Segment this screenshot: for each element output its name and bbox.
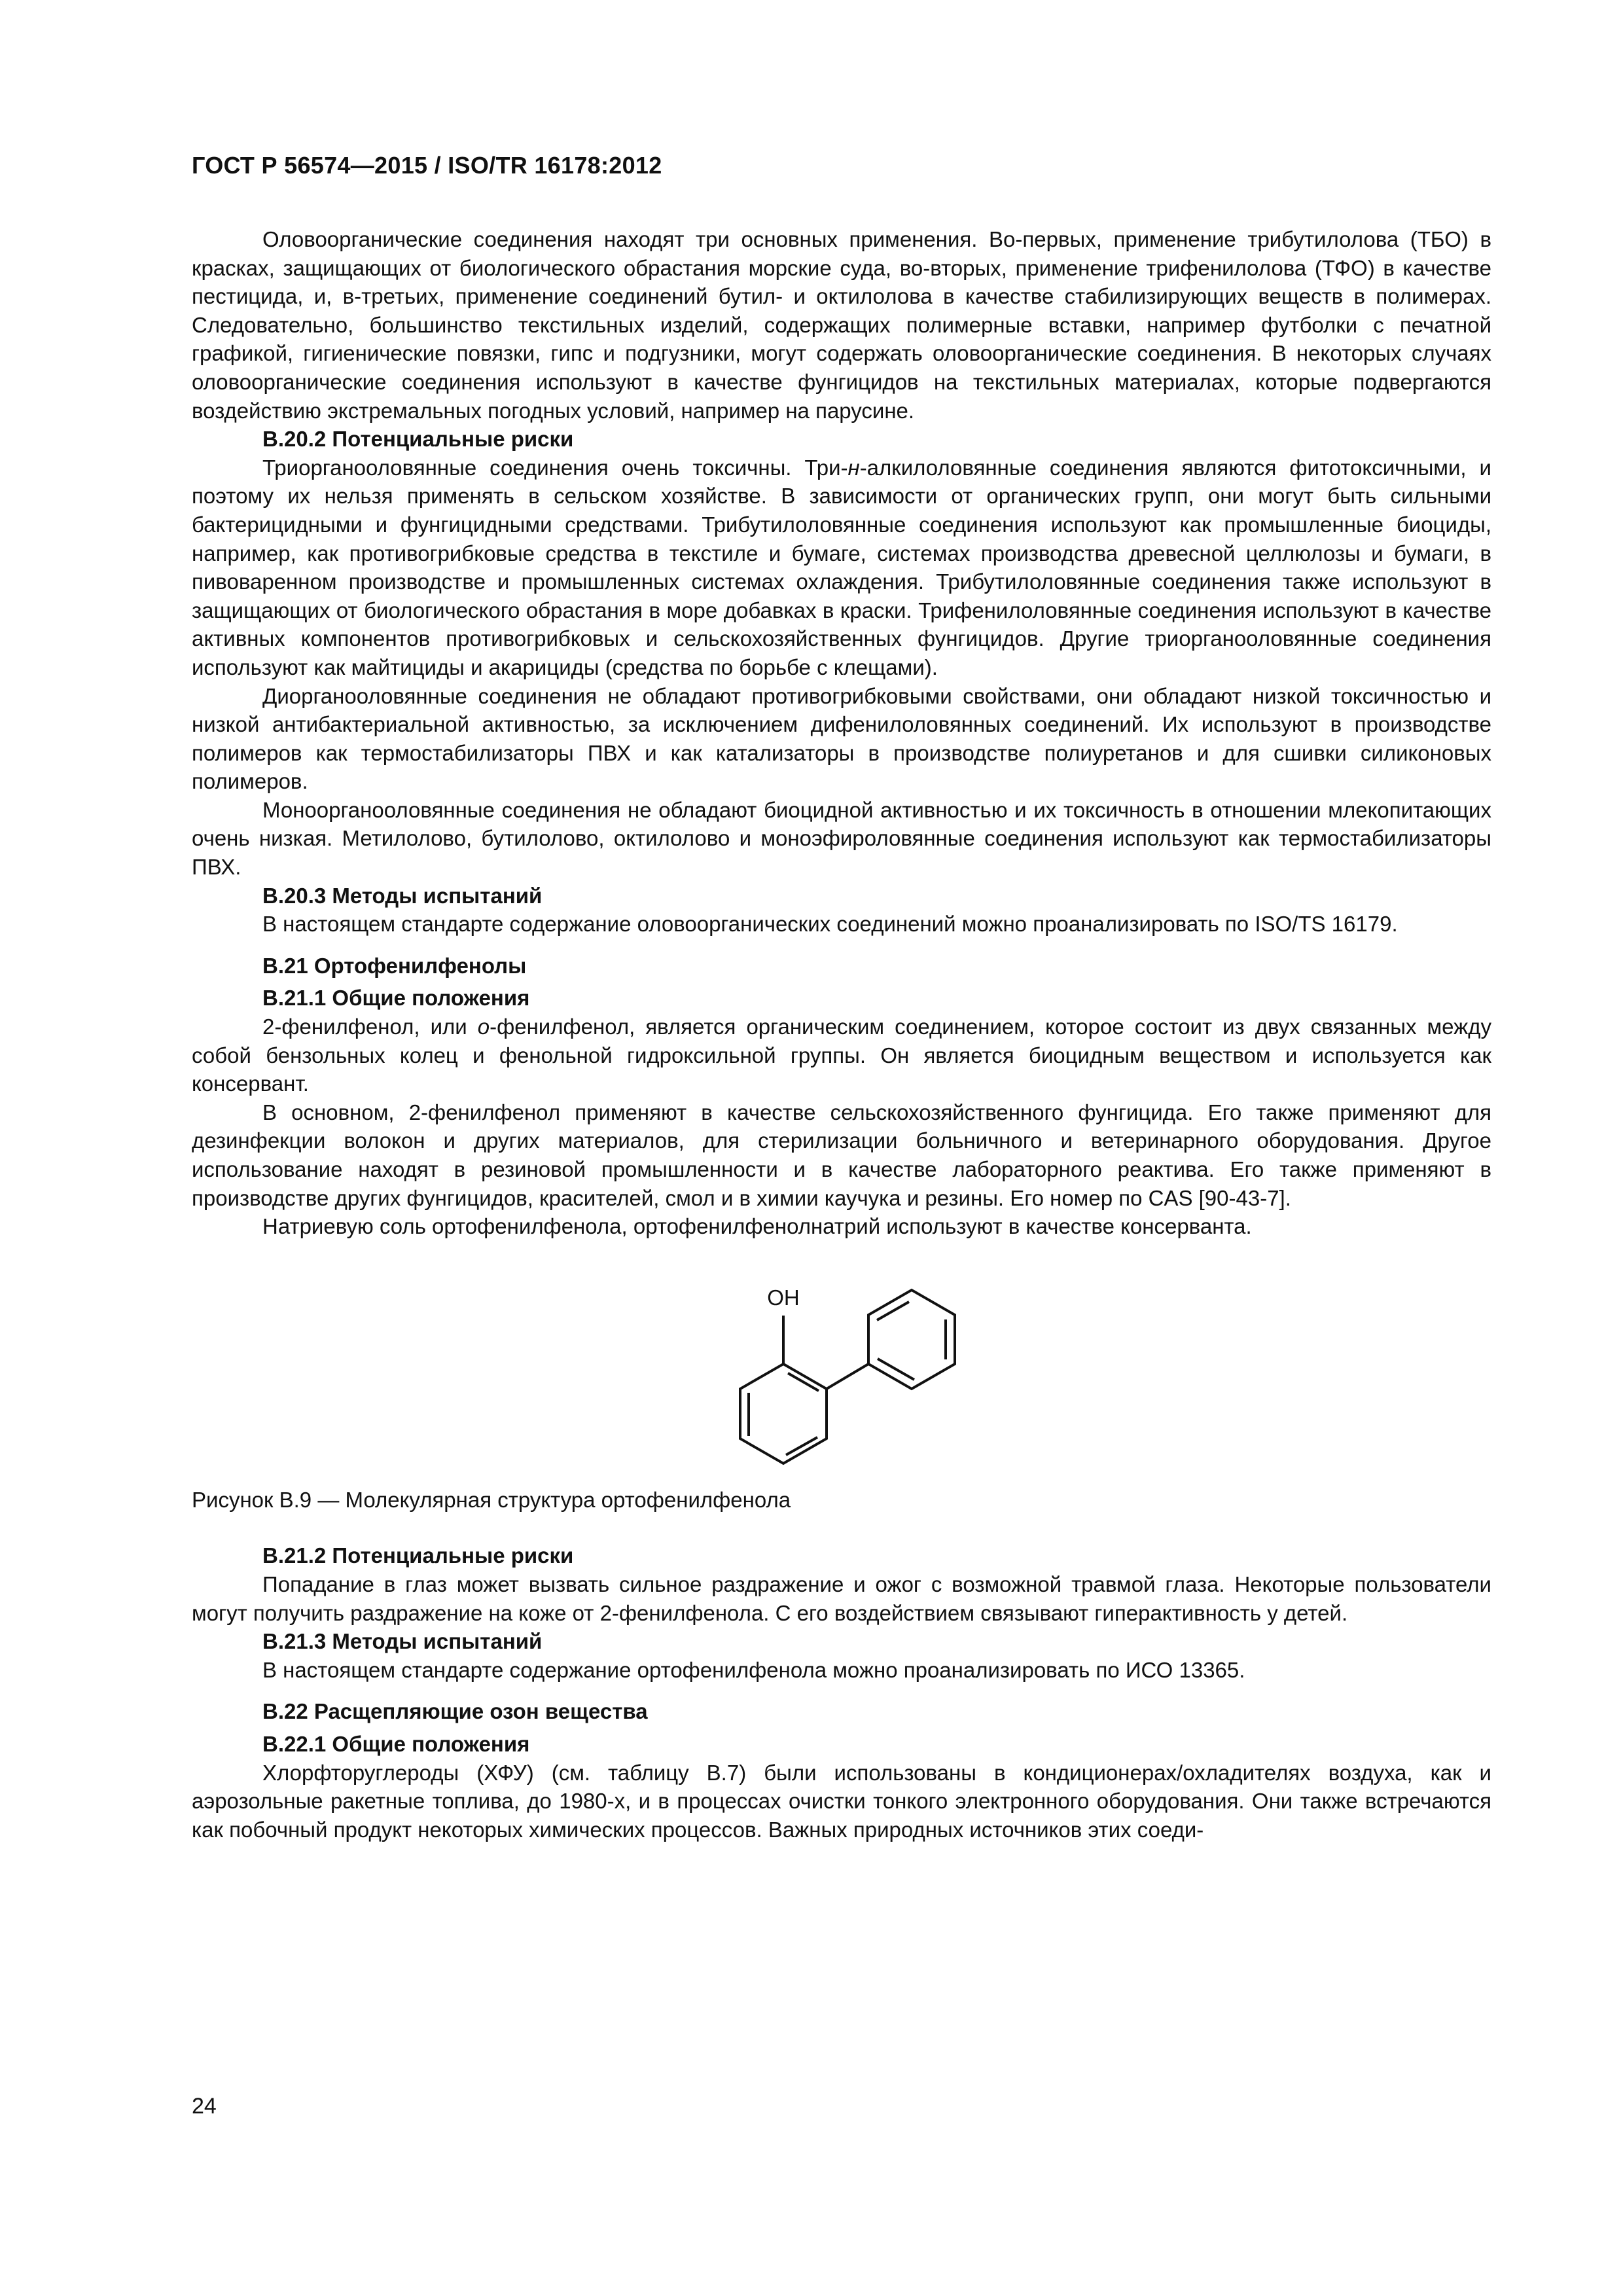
figure-caption: Рисунок В.9 — Молекулярная структура ортофенилфенола (192, 1487, 791, 1512)
page-number: 24 (192, 2094, 217, 2119)
heading-b21-3: В.21.3 Методы испытаний (262, 1629, 543, 1654)
ring-b-double-bond (878, 1359, 914, 1380)
ring-b-double-bond (877, 1302, 909, 1320)
italic-text: н (847, 455, 860, 480)
paragraph-b20-2c: Моноорганооловянные соединения не обладают биоцидной активностью и их токсичность в отношении млекопитающих очень низкая. Метилолово, бутилолово, октилолово и моноэфироловянные соединения используют как термостабилизаторы ПВХ. (192, 797, 1491, 880)
biphenyl-bond (827, 1364, 868, 1389)
document-header: ГОСТ Р 56574—2015 / ISO/TR 16178:2012 (192, 152, 662, 179)
heading-b20-2: В.20.2 Потенциальные риски (262, 427, 574, 452)
paragraph-b22-1: Хлорфторуглероды (ХФУ) (см. таблицу В.7) были использованы в кондиционерах/охладителях воздуха, как и аэрозольные ракетные топлива, до 1980-х, и в процессах очистки тонкого электронного оборудования. Они также встречаются как побочный продукт некоторых химических процессов. Важных природных источников этих соеди- (192, 1760, 1491, 1842)
paragraph-b21-1c: Натриевую соль ортофенилфенола, ортофенилфенолнатрий используют в качестве консерванта. (262, 1214, 1252, 1239)
italic-text: о (477, 1014, 490, 1039)
document-body (192, 225, 1491, 1844)
paragraph-b21-1b: В основном, 2-фенилфенол применяют в качестве сельскохозяйственного фунгицида. Его также применяют для дезинфекции волокон и других материалов, для стерилизации больничного и ветеринарного оборудования. Другое использование находят в резиновой промышленности и в качестве лабораторного реактива. Его также применяют в производстве других фунгицидов, красителей, смол и в химии каучука и резины. Его номер по CAS [90-43-7]. (192, 1100, 1491, 1210)
paragraph-b20-2b: Диорганооловянные соединения не обладают противогрибковыми свойствами, они обладают низкой токсичностью и низкой антибактериальной активностью, за исключением дифенилоловянных соединений. Их используют в производстве полимеров как термостабилизаторы ПВХ и как катализаторы в производстве полиуретанов и для сшивки силиконовых полимеров. (192, 683, 1491, 794)
benzene-ring-b (868, 1290, 955, 1389)
paragraph-b21-1a (192, 1013, 1491, 1098)
heading-b21-1: В.21.1 Общие положения (262, 986, 530, 1011)
paragraph-b21-2: Попадание в глаз может вызвать сильное раздражение и ожог с возможной травмой глаза. Некоторые пользователи могут получить раздражение на коже от 2-фенилфенола. С его воздействием связывают гиперактивность у детей. (192, 1571, 1491, 1625)
heading-b22-1: В.22.1 Общие положения (262, 1731, 530, 1756)
paragraph-b20-1: Оловоорганические соединения находят три основных применения. Во-первых, применение трибутилолова (ТБО) в красках, защищающих от биологического обрастания морские суда, во-вторых, применение трифенилолова (ТФО) в качестве пестицида, и, в-третьих, применение соединений бутил- и октилолова в качестве стабилизирующих веществ в полимерах. Следовательно, большинство текстильных изделий, содержащих полимерные вставки, например футболки с печатной графикой, гигиенические повязки, гипс и подгузники, могут содержать оловоорганические соединения. В некоторых случаях оловоорганические соединения используют в качестве фунгицидов на текстильных материалах, которые подвергаются воздействию экстремальных погодных условий, например на парусине. (192, 227, 1491, 423)
figure-orthophenylphenol (192, 1246, 1491, 1482)
paragraph-text: 2-фенилфенол, или (262, 1014, 478, 1039)
heading-b20-3: В.20.3 Методы испытаний (262, 883, 543, 908)
paragraph-b21-3: В настоящем стандарте содержание ортофенилфенола можно проанализировать по ИСО 13365. (262, 1657, 1245, 1682)
hydroxyl-label: OH (767, 1285, 800, 1310)
paragraph-b20-2a (192, 454, 1491, 682)
molecule-structure-diagram (723, 1246, 959, 1482)
paragraph-text: -алкилоловянные соединения являются фитотоксичными, и поэтому их нельзя применять в сельском хозяйстве. В зависимости от органических групп, они могут быть сильными бактерицидными и фунгицидными средствами. Трибутилоловянные соединения используют как промышленные биоциды, например, как противогрибковые средства в текстиле и бумаге, системах производства древесной целлюлозы и бумаги, в пивоваренном производстве и промышленных системах охлаждения. Трибутилоловянные соединения также используют в защищающих от биологического обрастания в море добавках в краски. Трифенилоловянные соединения используют в качестве активных компонентов противогрибковых и сельскохозяйственных фунгицидов. Другие триорганооловянные соединения используют как майтициды и акарициды (средства по борьбе с клещами). (192, 455, 1491, 679)
spacer (192, 1514, 1491, 1541)
paragraph-text: Триорганооловянные соединения очень токсичны. Три- (262, 455, 848, 480)
spacer (192, 1684, 1491, 1697)
paragraph-text: -фенилфенол, является органическим соединением, которое состоит из двух связанных между собой бензольных колец и фенольной гидроксильной группы. Он является биоцидным веществом и используется как консервант. (192, 1014, 1491, 1096)
heading-b22: В.22 Расщепляющие озон вещества (262, 1699, 648, 1724)
heading-b21: В.21 Ортофенилфенолы (262, 953, 527, 978)
benzene-ring-a (740, 1364, 827, 1463)
heading-b21-2: В.21.2 Потенциальные риски (262, 1543, 574, 1568)
spacer (192, 939, 1491, 952)
paragraph-b20-3: В настоящем стандарте содержание оловоорганических соединений можно проанализировать по ISO/TS 16179. (262, 912, 1398, 937)
